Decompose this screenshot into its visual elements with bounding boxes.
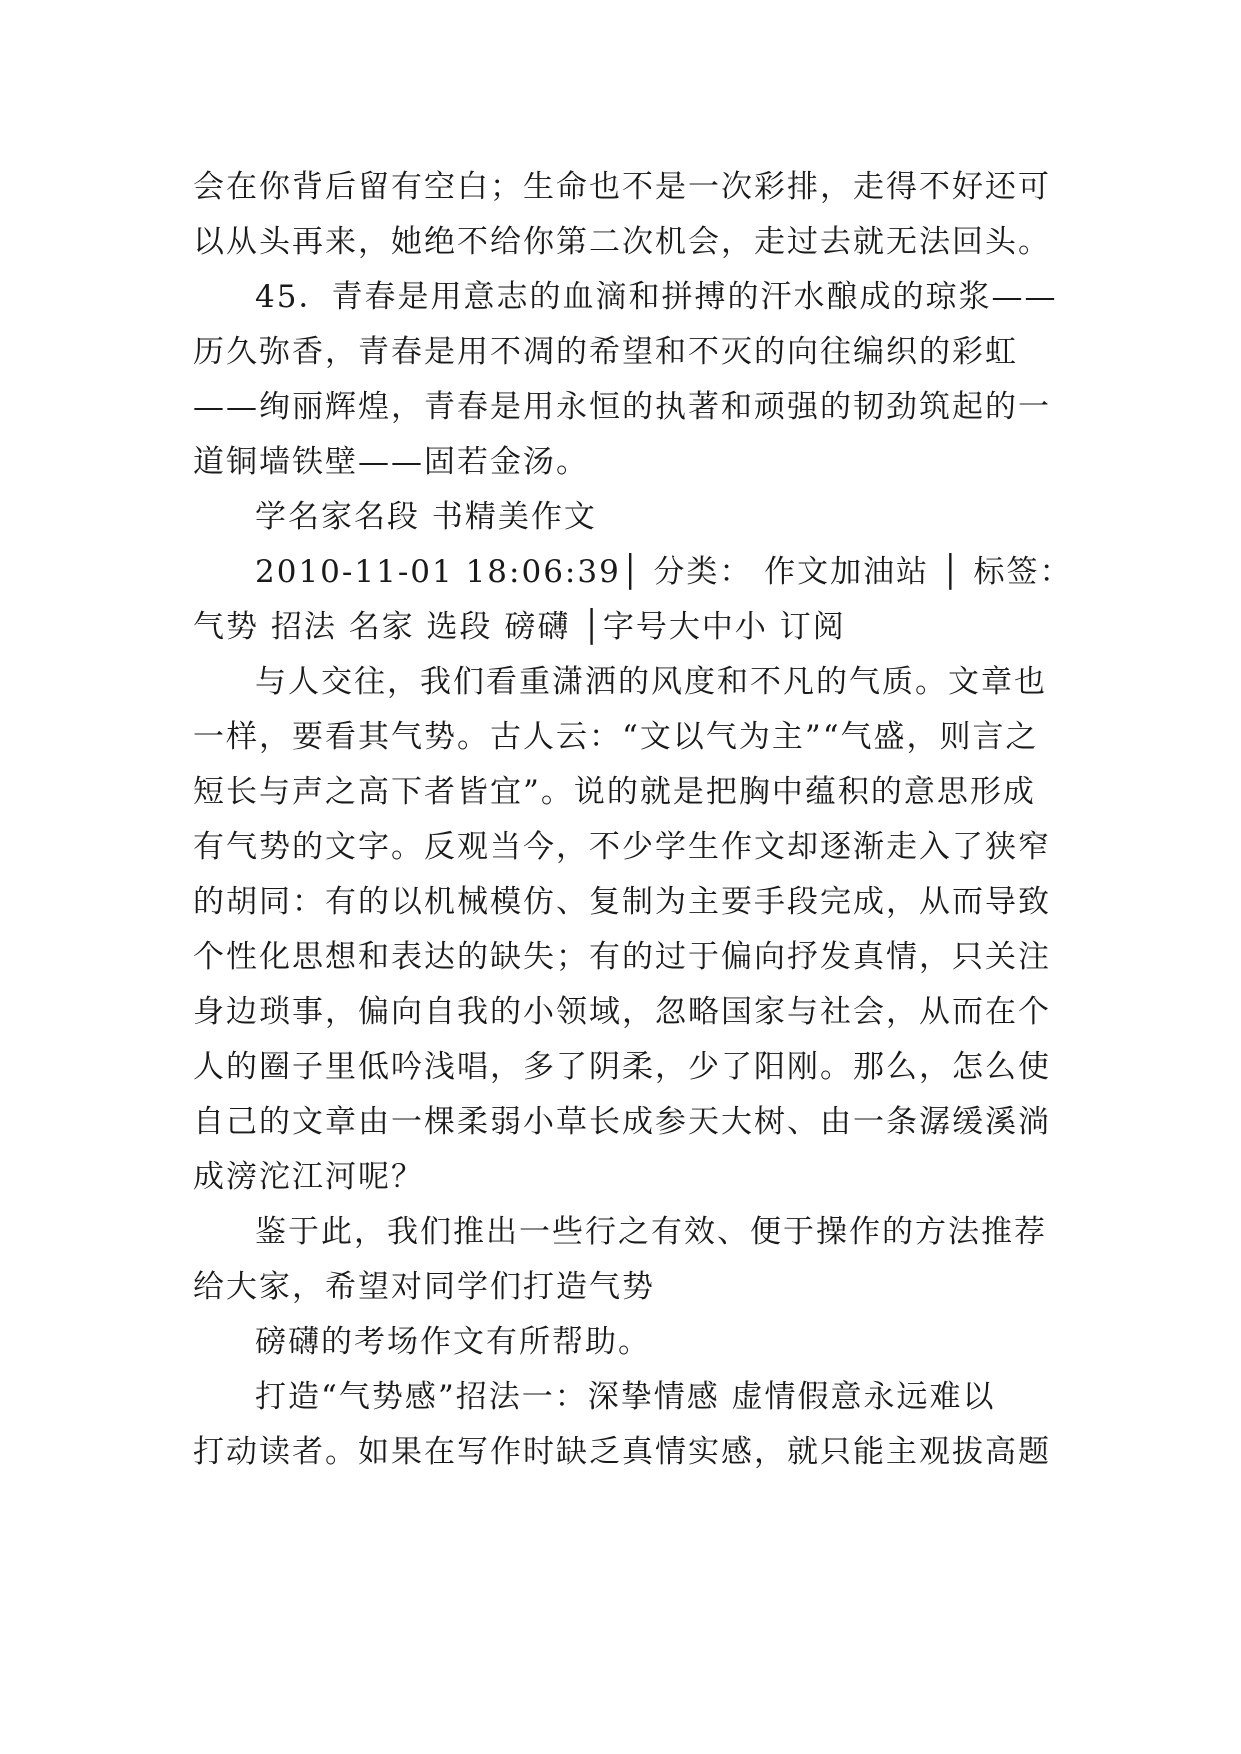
- text-line: 历久弥香，青春是用不凋的希望和不灭的向往编织的彩虹: [193, 334, 1018, 370]
- text-line: 身边琐事，偏向自我的小领域，忽略国家与社会，从而在个: [193, 994, 1051, 1030]
- document-page: [193, 160, 1073, 1480]
- text-line: 的胡同：有的以机械模仿、复制为主要手段完成，从而导致: [193, 884, 1051, 920]
- text-line: 成滂沱江河呢？: [193, 1159, 424, 1195]
- text-line: 给大家，希望对同学们打造气势: [193, 1269, 655, 1305]
- text-line: 磅礴的考场作文有所帮助。: [255, 1324, 651, 1360]
- text-line: 短长与声之高下者皆宜”。说的就是把胸中蕴积的意思形成: [193, 774, 1036, 810]
- text-line: 打造“气势感”招法一：深挚情感 虚情假意永远难以: [255, 1379, 996, 1415]
- text-line: 有气势的文字。反观当今，不少学生作文却逐渐走入了狭窄: [193, 829, 1051, 865]
- text-line: 会在你背后留有空白；生命也不是一次彩排，走得不好还可: [193, 169, 1051, 205]
- text-line: 道铜墙铁壁——固若金汤。: [193, 444, 589, 480]
- text-line: 与人交往，我们看重潇洒的风度和不凡的气质。文章也: [255, 664, 1047, 700]
- post-meta: 2010-11-01 18:06:39│ 分类： 作文加油站 │ 标签：: [255, 554, 1073, 590]
- text-line: 打动读者。如果在写作时缺乏真情实感，就只能主观拔高题: [193, 1434, 1051, 1470]
- text-line: 自己的文章由一棵柔弱小草长成参天大树、由一条潺缓溪淌: [193, 1104, 1051, 1140]
- text-line: 以从头再来，她绝不给你第二次机会，走过去就无法回头。: [193, 224, 1051, 260]
- text-line: 个性化思想和表达的缺失；有的过于偏向抒发真情，只关注: [193, 939, 1051, 975]
- section-title: 学名家名段 书精美作文: [255, 499, 597, 535]
- text-line: 鉴于此，我们推出一些行之有效、便于操作的方法推荐: [255, 1214, 1047, 1250]
- text-line: 一样，要看其气势。古人云：“文以气为主”“气盛，则言之: [193, 719, 1039, 755]
- text-line: ——绚丽辉煌，青春是用永恒的执著和顽强的韧劲筑起的一: [193, 389, 1051, 425]
- text-line: 人的圈子里低吟浅唱，多了阴柔，少了阳刚。那么，怎么使: [193, 1049, 1051, 1085]
- post-tags: 气势 招法 名家 选段 磅礴 │字号大中小 订阅: [193, 609, 846, 645]
- text-line: 45．青春是用意志的血滴和拼搏的汗水酿成的琼浆——: [255, 279, 1058, 315]
